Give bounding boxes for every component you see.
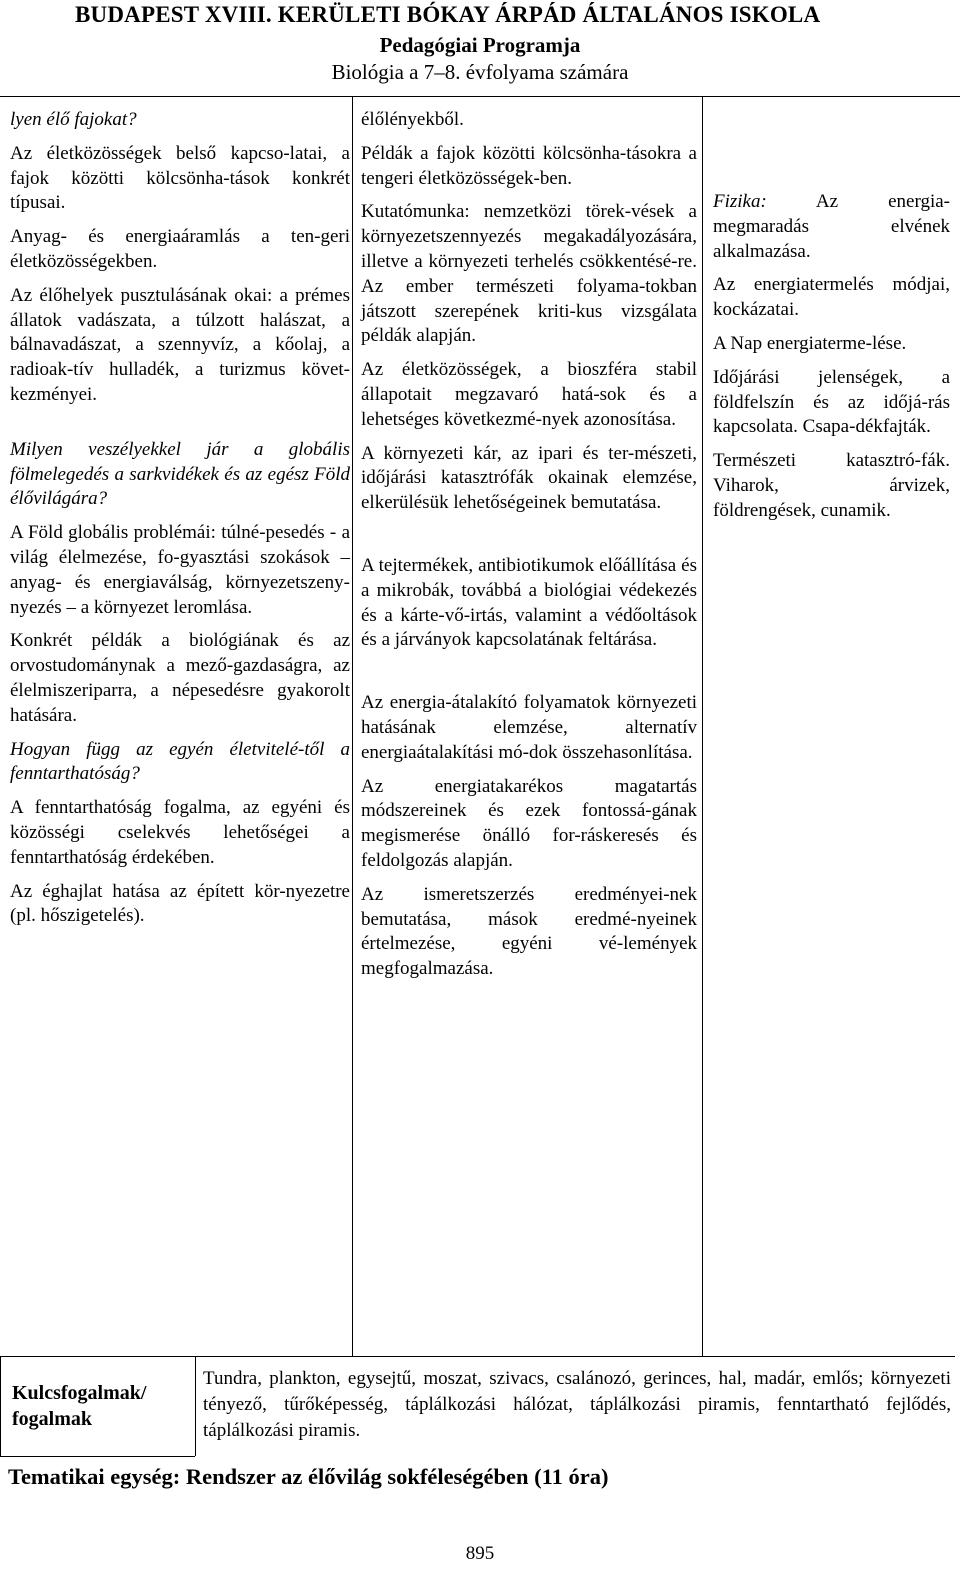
fizika-text: Az energia-megmaradás elvének alkalmazása. — [713, 191, 950, 262]
col3-item-0: Az energiatermelés módjai, kockázatai. — [713, 274, 950, 321]
col3-item-2: Időjárási jelenségek, a földfelszín és az időjá-rás kapcsolata. Csapa-dékfajták. — [713, 366, 950, 438]
col2-item-8: Az ismeretszerzés eredményei-nek bemutatása, mások eredmé-nyeinek értelmezése, egyéni vé-lemények megfogalmazása. — [361, 883, 697, 980]
table-left-border — [0, 1356, 1, 1456]
col1-item-3: Az élőhelyek pusztulásának okai: a prémes állatok vadászata, a túlzott halászat, a bálnavadászat, a szennyvíz, a kőolaj, a radioak-tív hulladék, a turizmus követ-kezményei. — [10, 284, 350, 405]
col2-item-3: Az életközösségek, a bioszféra stabil állapotait megzavaró hatá-sok és a lehetséges következmé-nyek azonosítása. — [361, 359, 697, 430]
key-concepts-label: Kulcsfogalmak/ fogalmak — [12, 1382, 147, 1430]
col1-item-5: A Föld globális problémái: túlné-pesedés - a világ élelmezése, fo-gyasztási szokások – anyag- és energiaválság, környezetszeny-nyezés – a környezet leromlása. — [10, 522, 350, 618]
col1-item-7: Hogyan függ az egyén életvitelé-től a fenntarthatóság? — [10, 738, 350, 785]
col1-item-0: lyen élő fajokat? — [10, 109, 137, 130]
col3-item-3: Természeti katasztró-fák. Viharok, árvizek, földrengések, cunamik. — [713, 450, 950, 521]
column-development-tasks — [361, 108, 697, 991]
col2-item-4: A környezeti kár, az ipari és ter-mészeti, időjárási katasztrófák okainak elemzése, elkerülésük lehetőségeinek bemutatása. — [361, 442, 697, 514]
col2-item-1: Példák a fajok közötti kölcsönha-tásokra a tengeri életközösségek-ben. — [361, 142, 697, 189]
col1-item-4: Milyen veszélyekkel jár a globális fölmelegedés a sarkvidékek és az egész Föld élővilágára? — [10, 438, 350, 510]
col2-item-7: Az energiatakarékos magatartás módszereinek és ezek fontossá-gának megismerése önálló for-ráskeresés és feldolgozás alapján. — [361, 775, 697, 871]
row-divider — [0, 1356, 955, 1357]
col2-item-0: élőlényekből. — [361, 109, 464, 130]
table-top-border — [0, 96, 960, 97]
col1-item-6: Konkrét példák a biológiának és az orvostudománynak a mező-gazdaságra, az élelmiszeriparra, a népesedésre gyakorolt hatására. — [10, 630, 350, 726]
col2-item-5: A tejtermékek, antibiotikumok előállítása és a mikrobák, továbbá a biológiai védekezés és a kárte-vő-irtás, valamint a védőoltások és a járványok kapcsolatának feltárása. — [361, 554, 697, 651]
col1-item-1: Az életközösségek belső kapcso-latai, a fajok közötti kölcsönha-tások konkrét típusai. — [10, 142, 350, 214]
table-bottom-border — [0, 1456, 195, 1457]
column-connections — [713, 190, 950, 533]
page-number: 895 — [465, 1543, 495, 1564]
col1-item-9: Az éghajlat hatása az épített kör-nyezetre (pl. hőszigetelés). — [10, 880, 350, 927]
column-divider-1 — [352, 96, 353, 1356]
column-content-questions — [10, 108, 350, 938]
col2-item-2: Kutatómunka: nemzetközi törek-vések a környezetszennyezés megakadályozására, illetve a környezeti terhelés csökkentésé-re. Az ember természeti folyama-tokban játszott szerepének kriti-kus vizsgálata példák alapján. — [361, 201, 697, 347]
col2-item-6: Az energia-átalakító folyamatok környezeti hatásának elemzése, alternatív energiaátalakítási mó-dok összehasonlítása. — [361, 692, 697, 763]
school-name: BUDAPEST XVIII. KERÜLETI BÓKAY ÁRPÁD ÁLTALÁNOS ISKOLA — [75, 2, 821, 27]
col3-item-1: A Nap energiaterme-lése. — [713, 332, 907, 354]
fizika-connection — [713, 190, 950, 264]
program-title: Pedagógiai Programja — [379, 33, 581, 57]
column-divider-2 — [702, 96, 703, 1356]
col1-item-2: Anyag- és energiaáramlás a ten-geri életközösségekben. — [10, 226, 350, 272]
fizika-label: Fizika: — [713, 191, 767, 212]
key-concepts-text: Tundra, plankton, egysejtű, moszat, szivacs, csalánozó, gerinces, hal, madár, emlős; környezeti tényező, tűrőképesség, táplálkozási hálózat, táplálkozási piramis, fenntartható fejlődés, táplálkozási piramis. — [203, 1368, 951, 1441]
col1-item-8: A fenntarthatóság fogalma, az egyéni és közösségi cselekvés lehetőségei a fenntarthatóság érdekében. — [10, 797, 350, 868]
subject-title: Biológia a 7–8. évfolyama számára — [331, 60, 629, 84]
concepts-divider — [195, 1356, 196, 1456]
theme-unit-title: Tematikai egység: Rendszer az élővilág sokféleségében (11 óra) — [8, 1464, 609, 1489]
